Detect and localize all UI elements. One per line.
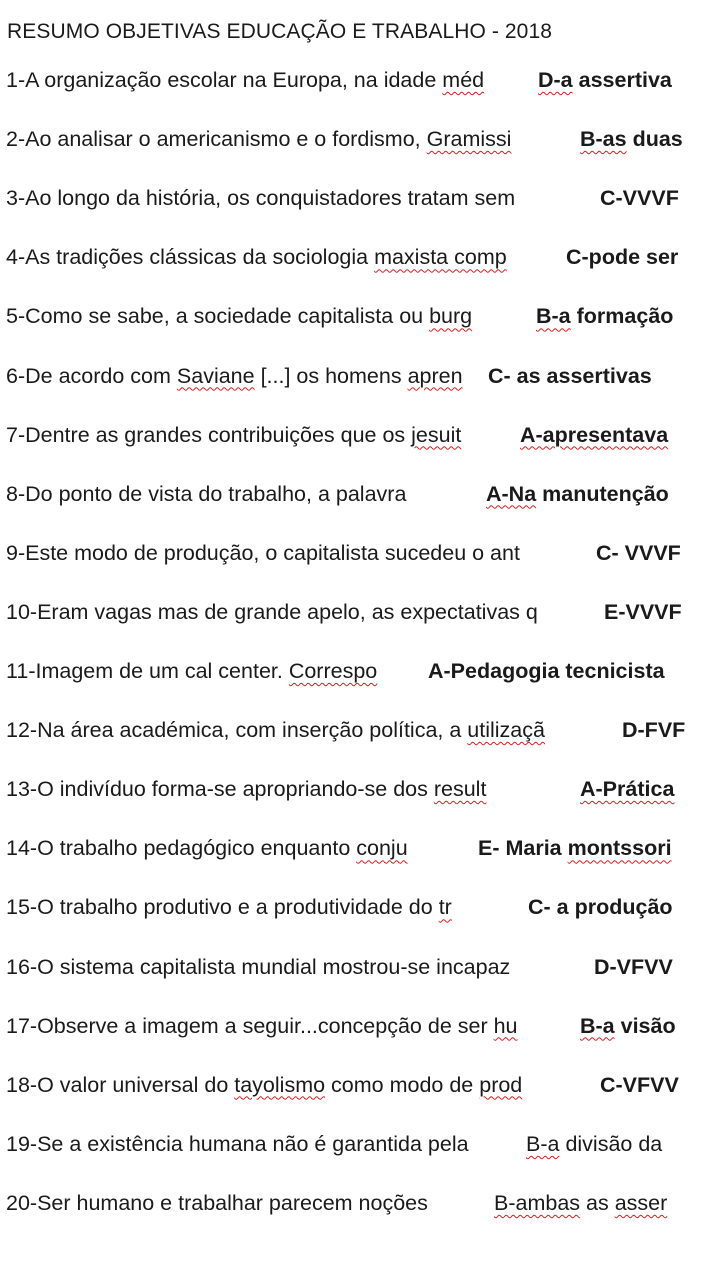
spellcheck-underline: burg <box>429 304 473 329</box>
spellcheck-underline: hu <box>493 1013 518 1038</box>
question-text: 5-Como se sabe, a sociedade capitalista ou burg <box>6 304 473 329</box>
spellcheck-underline: tr <box>438 895 452 920</box>
answer-text: A-Pedagogia tecnicista <box>428 659 665 683</box>
answer-row <box>6 418 714 452</box>
answer-text: E-VVVF <box>604 599 682 624</box>
spellcheck-underline: apren <box>407 363 463 388</box>
answer-text: D-a assertiva <box>538 68 672 92</box>
spellcheck-underline: B-as <box>580 127 627 152</box>
answer-row <box>6 890 714 924</box>
answer-text: D-FVF <box>622 718 686 743</box>
question-text: 2-Ao analisar o americanismo e o fordismo, Gramissi <box>6 127 512 152</box>
spellcheck-underline: méd <box>442 68 485 92</box>
answer-row <box>6 536 714 570</box>
answer-text: B-a formação <box>536 304 674 329</box>
answer-row <box>6 595 714 629</box>
answer-text: A-Na manutenção <box>486 481 669 506</box>
spellcheck-underline: Correspo <box>288 659 378 683</box>
spellcheck-underline: result <box>433 777 487 802</box>
answer-row <box>6 299 714 333</box>
answer-text: C-pode ser <box>566 245 679 270</box>
answer-row <box>6 122 714 156</box>
answer-row <box>6 1009 714 1043</box>
question-text: 7-Dentre as grandes contribuições que os jesuit <box>6 422 462 447</box>
answer-text <box>520 418 668 452</box>
spellcheck-underline: tayolismo <box>234 1072 326 1097</box>
spellcheck-underline: conju <box>356 836 408 861</box>
answer-text: C- as assertivas <box>488 363 652 388</box>
spellcheck-underline: D-a <box>538 68 573 92</box>
question-text: 11-Imagem de um cal center. Correspo <box>6 659 378 683</box>
question-text: 8-Do ponto de vista do trabalho, a palavra <box>6 481 407 506</box>
spellcheck-underline: A-Prática <box>580 777 675 802</box>
answer-text: B-ambas as asser <box>494 1190 668 1215</box>
question-text: 3-Ao longo da história, os conquistadores tratam sem <box>6 186 516 211</box>
spellcheck-underline: asser <box>614 1190 668 1215</box>
answer-row <box>6 831 714 865</box>
question-text: 15-O trabalho produtivo e a produtividade do tr <box>6 895 452 920</box>
spellcheck-underline: utilizaçã <box>467 718 545 743</box>
question-text: 16-O sistema capitalista mundial mostrou-se incapaz <box>6 954 511 979</box>
spellcheck-underline: B-a <box>580 1013 615 1038</box>
question-text: 18-O valor universal do tayolismo como modo de prod <box>6 1072 523 1097</box>
answer-row <box>6 950 714 984</box>
answer-row <box>6 654 714 688</box>
spellcheck-underline: B-ambas <box>494 1190 581 1215</box>
answer-text <box>580 772 674 806</box>
answer-text: E- Maria montssori <box>478 836 672 861</box>
answer-text: C-VVVF <box>600 186 679 211</box>
answer-row <box>6 772 714 806</box>
spellcheck-underline: prod <box>479 1072 523 1097</box>
spellcheck-underline: Saviane <box>176 363 255 388</box>
document-title: RESUMO OBJETIVAS EDUCAÇÃO E TRABALHO - 2018 <box>7 20 552 43</box>
question-text: 19-Se a existência humana não é garantida pela <box>6 1131 469 1156</box>
answer-row <box>6 1068 714 1102</box>
answer-text: D-VFVV <box>594 954 673 979</box>
spellcheck-underline: B-a <box>536 304 571 329</box>
question-text: 1-A organização escolar na Europa, na idade méd <box>6 68 485 92</box>
question-text: 14-O trabalho pedagógico enquanto conju <box>6 836 408 861</box>
answer-row <box>6 359 714 393</box>
answer-row <box>6 63 714 97</box>
spellcheck-underline: A-Na <box>486 481 537 506</box>
spellcheck-underline: montssori <box>567 836 672 861</box>
question-text: 10-Eram vagas mas de grande apelo, as expectativas q <box>6 599 538 624</box>
answer-text: C-VFVV <box>600 1072 679 1097</box>
answer-row <box>6 477 714 511</box>
answer-text: C- a produção <box>528 895 673 920</box>
answer-row <box>6 713 714 747</box>
question-text: 17-Observe a imagem a seguir...concepção de ser hu <box>6 1013 518 1038</box>
answer-row <box>6 1186 714 1220</box>
answer-text: B-a visão <box>580 1013 676 1038</box>
spellcheck-underline: jesuit <box>411 422 462 447</box>
spellcheck-underline: B-a <box>526 1131 560 1156</box>
spellcheck-underline: maxista comp <box>374 245 507 270</box>
answer-row <box>6 1127 714 1161</box>
question-text: 4-As tradições clássicas da sociologia maxista comp <box>6 245 507 270</box>
spellcheck-underline: A-apresentava <box>520 422 669 447</box>
answer-text: C- VVVF <box>596 540 681 565</box>
question-text: 13-O indivíduo forma-se apropriando-se dos result <box>6 777 487 802</box>
question-text: 20-Ser humano e trabalhar parecem noções <box>6 1190 428 1215</box>
answer-row <box>6 240 714 274</box>
spellcheck-underline: Gramissi <box>426 127 512 152</box>
answer-row <box>6 181 714 215</box>
question-text: 12-Na área académica, com inserção política, a utilizaçã <box>6 718 545 743</box>
answer-text: B-as duas <box>580 127 683 152</box>
question-text: 6-De acordo com Saviane [...] os homens apren <box>6 363 463 388</box>
answer-text: B-a divisão da <box>526 1131 663 1156</box>
question-text: 9-Este modo de produção, o capitalista sucedeu o ant <box>6 540 520 565</box>
